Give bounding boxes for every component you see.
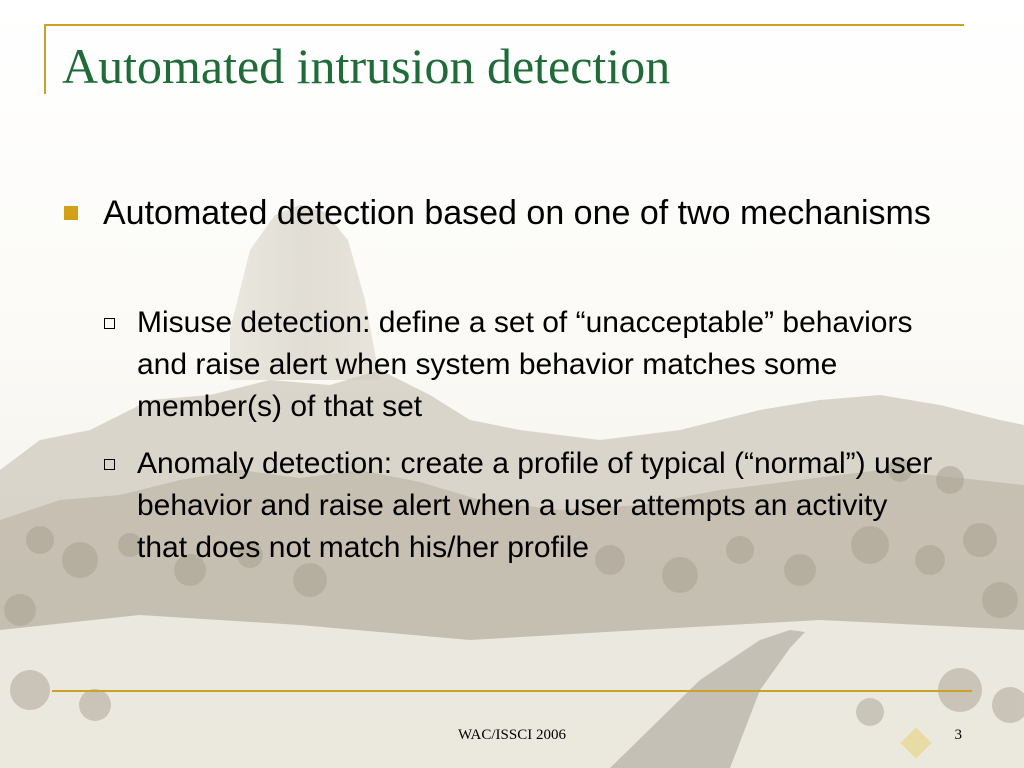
sub-bullet-hollow-square-icon [104,459,115,470]
sub-bullet-text-misuse: Misuse detection: define a set of “unacceptable” behaviors and raise alert when system behavior matches some member(s) of that set [137,306,913,423]
bullet-text: Automated detection based on one of two mechanisms [103,194,931,232]
sub-bullet-text-anomaly: Anomaly detection: create a profile of typical (“normal”) user behavior and raise alert when a user attempts an activity that does not match his/her profile [137,447,933,564]
slide-title: Automated intrusion detection [62,38,671,94]
footer-conference-label: WAC/ISSCI 2006 [458,727,566,743]
footer-rule [52,690,972,692]
bullet-square-icon [64,206,78,220]
page-number: 3 [954,727,962,743]
sub-bullet-hollow-square-icon [104,318,115,329]
